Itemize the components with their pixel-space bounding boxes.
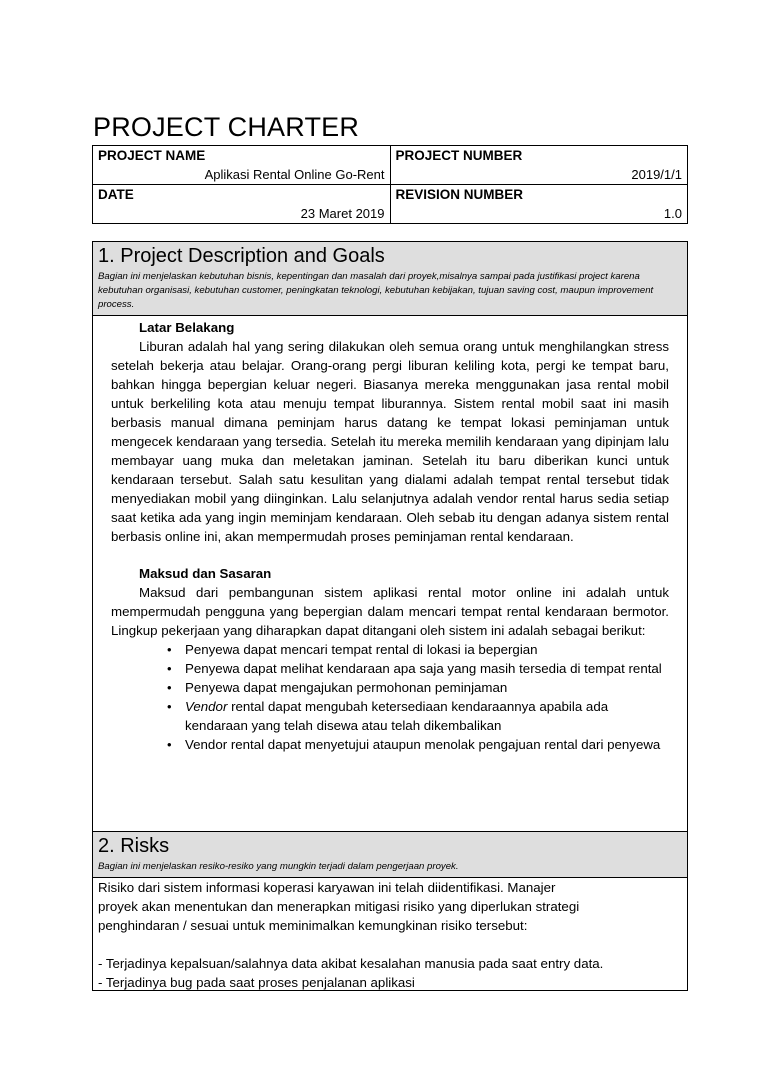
date-label: DATE bbox=[98, 187, 134, 202]
risk-item: - Terjadinya bug pada saat proses penjalanan aplikasi bbox=[98, 975, 415, 990]
project-number-cell bbox=[390, 146, 688, 185]
list-item: • Vendor rental dapat mengubah ketersediaan kendaraannya apabila ada kendaraan yang telah disewa atau telah dikembalikan bbox=[167, 699, 609, 733]
section-title: 2. Risks bbox=[98, 835, 170, 857]
list-item: • Penyewa dapat mencari tempat rental di lokasi ia bepergian bbox=[167, 642, 538, 657]
risk-item: - Terjadinya kepalsuan/salahnya data akibat kesalahan manusia pada saat entry data. bbox=[98, 956, 604, 971]
project-name-cell bbox=[93, 146, 391, 185]
page-title: PROJECT CHARTER bbox=[93, 112, 360, 142]
section-header bbox=[93, 832, 687, 878]
bullet-icon: • bbox=[167, 699, 172, 714]
list-item: • Penyewa dapat mengajukan permohonan peminjaman bbox=[167, 680, 508, 695]
revision-value: 1.0 bbox=[663, 206, 682, 221]
bullet-icon: • bbox=[167, 642, 172, 657]
risk-text-line: proyek akan menentukan dan menerapkan mitigasi risiko yang diperlukan strategi bbox=[98, 899, 580, 914]
section-header bbox=[93, 242, 687, 316]
section-project-description bbox=[92, 241, 688, 834]
background-paragraph: Liburan adalah hal yang sering dilakukan oleh semua orang untuk menghilangkan stress setelah bekerja atau belajar. Orang-orang pergi liburan keliling kota, pergi ke tempat baru, bahkan hingga bepergian keluar negeri. Biasanya mereka menggunakan jasa rental mobil untuk berkeliling kota atau menuju tempat liburannya. Sistem rental mobil saat ini masih berbasis manual dimana peminjam harus datang ke tempat lokasi peminjaman untuk mengecek kendaraan yang tersedia. Setelah itu mereka memilih kendaraan yang dipinjam lalu membayar uang muka dan meletakan jaminan. Setelah itu baru diberikan kunci untuk kendaraan tersebut. Salah satu kesulitan yang dialami adalah tempat rental tersebut tidak menyediakan mobil yang diinginkan. Lalu selanjutnya adalah vendor rental harus sedia setiap saat ketika ada yang ingin meminjam kendaraan. Oleh sebab itu dengan adanya sistem rental berbasis online ini, akan mempermudah proses peminjaman rental kendaraan. bbox=[111, 339, 669, 544]
goals-heading: Maksud dan Sasaran bbox=[139, 566, 272, 581]
risk-text-line: penghindaran / sesuai untuk meminimalkan kemungkinan risiko tersebut: bbox=[98, 918, 528, 933]
section-body bbox=[93, 878, 687, 992]
goals-paragraph: Maksud dari pembangunan sistem aplikasi rental motor online ini adalah untuk mempermudah pengguna yang bepergian dalam mencari tempat rental kendaraan bermotor. Lingkup pekerjaan yang diharapkan dapat ditangani oleh sistem ini adalah sebagai berikut: bbox=[111, 585, 669, 638]
scope-list bbox=[111, 640, 669, 754]
section-body bbox=[93, 316, 687, 754]
project-name-value: Aplikasi Rental Online Go-Rent bbox=[204, 167, 385, 182]
date-cell bbox=[93, 185, 391, 224]
background-heading: Latar Belakang bbox=[139, 320, 235, 335]
bullet-icon: • bbox=[167, 680, 172, 695]
section-description: Bagian ini menjelaskan kebutuhan bisnis, kepentingan dan masalah dari proyek,misalnya sampai pada justifikasi project karena kebutuhan organisasi, kebutuhan customer, peningkatan teknologi, kebutuhan kebijakan, tujuan saving cost, maupun improvement process. bbox=[98, 271, 654, 310]
section-risks bbox=[92, 831, 688, 991]
project-number-value: 2019/1/1 bbox=[631, 167, 682, 182]
list-item: • Vendor rental dapat menyetujui ataupun menolak pengajuan rental dari penyewa bbox=[167, 737, 661, 752]
project-number-label: PROJECT NUMBER bbox=[395, 148, 523, 163]
bullet-icon: • bbox=[167, 737, 172, 752]
risk-text-line: Risiko dari sistem informasi koperasi karyawan ini telah diidentifikasi. Manajer bbox=[98, 880, 556, 895]
list-item: • Penyewa dapat melihat kendaraan apa saja yang masih tersedia di tempat rental bbox=[167, 661, 662, 676]
project-info-table bbox=[92, 145, 688, 224]
revision-cell bbox=[390, 185, 688, 224]
section-description: Bagian ini menjelaskan resiko-resiko yang mungkin terjadi dalam pengerjaan proyek. bbox=[98, 861, 459, 872]
revision-label: REVISION NUMBER bbox=[395, 187, 524, 202]
section-title: 1. Project Description and Goals bbox=[98, 245, 385, 267]
date-value: 23 Maret 2019 bbox=[300, 206, 385, 221]
bullet-icon: • bbox=[167, 661, 172, 676]
project-name-label: PROJECT NAME bbox=[98, 148, 206, 163]
